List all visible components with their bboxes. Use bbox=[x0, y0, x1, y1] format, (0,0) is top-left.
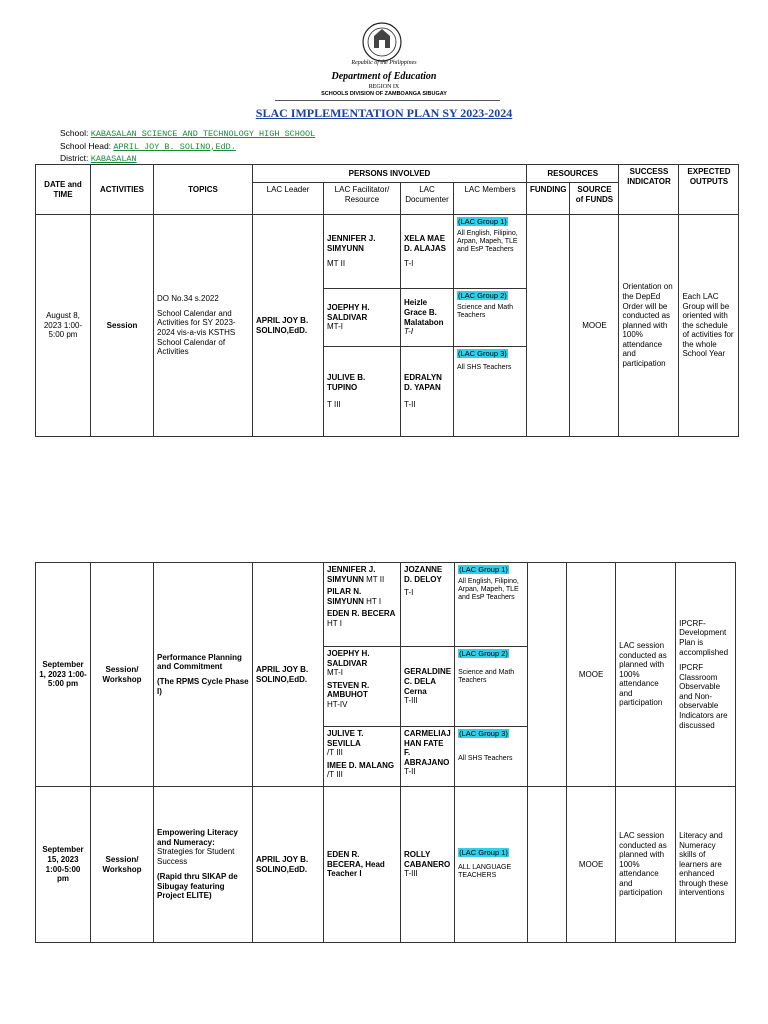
r1-g1-fac-name: JENNIFER J. SIMYUNN bbox=[327, 234, 376, 253]
r1-g3-facilitator bbox=[324, 347, 401, 437]
r1-g1-tag: (LAC Group 1) bbox=[458, 217, 507, 226]
r2-g1-members-text: All English, Filipino, Arpan, Mapeh, TLE and EsP Teachers bbox=[458, 577, 519, 602]
r1-g1-members bbox=[454, 215, 527, 289]
r1-leader: APRIL JOY B. SOLINO,EdD. bbox=[253, 215, 324, 437]
r1-g3-fac-name: JULIVE B. TUPINO bbox=[327, 373, 366, 392]
r1-g2-doc-name: Heizle Grace B. Malatabon bbox=[404, 298, 444, 327]
r1-g2-documenter bbox=[401, 289, 454, 347]
r1-g1-documenter bbox=[401, 215, 454, 289]
r3-topic-a: Empowering Literacy and Numeracy: bbox=[157, 827, 238, 847]
r2-output-a: IPCRF- Development Plan is accomplished bbox=[679, 618, 729, 657]
r2-g2-tag: (LAC Group 2) bbox=[459, 649, 508, 658]
r2-funding bbox=[528, 563, 567, 787]
col-funding: FUNDING bbox=[527, 183, 570, 215]
district-line bbox=[60, 153, 137, 164]
col-topics: TOPICS bbox=[154, 165, 253, 215]
col-documenter: LAC Documenter bbox=[401, 183, 454, 215]
r3-topic-b: Strategies for Student Success bbox=[157, 847, 235, 866]
r1-output: Each LAC Group will be oriented with the schedule of activities for the whole School Year bbox=[679, 215, 739, 437]
col-outputs: EXPECTED OUTPUTS bbox=[679, 165, 739, 215]
col-success: SUCCESS INDICATOR bbox=[619, 165, 679, 215]
r2-g2-doc-name: GERALDINE C. DELA Cerna bbox=[404, 667, 452, 696]
r1-g3-fac-pos: T III bbox=[327, 400, 341, 410]
head-line bbox=[60, 141, 236, 152]
r3-success: LAC session conducted as planned with 100% attendance and participation bbox=[616, 787, 676, 943]
r2-fac-7: IMEE D. MALANG /T III bbox=[327, 760, 395, 780]
school-label: School: bbox=[60, 128, 89, 138]
r1-g3-documenter bbox=[401, 347, 454, 437]
r3-leader: APRIL JOY B. SOLINO,EdD. bbox=[253, 787, 324, 943]
r3-documenter bbox=[401, 787, 455, 943]
header-divider bbox=[275, 100, 500, 101]
r1-g2-tag: (LAC Group 2) bbox=[458, 291, 507, 300]
plan-table-1 bbox=[35, 164, 739, 437]
r2-topic-b: (The RPMS Cycle Phase I) bbox=[157, 677, 249, 696]
r2-g3-members bbox=[455, 727, 528, 787]
col-date: DATE and TIME bbox=[36, 165, 91, 215]
r1-g2-members bbox=[454, 289, 527, 347]
r2-fac-3: EDEN R. BECERA HT I bbox=[327, 609, 396, 628]
r1-activity: Session bbox=[91, 215, 154, 437]
r1-g2-fac-name: JOEPHY H. SALDIVAR bbox=[327, 303, 370, 322]
r3-source: MOOE bbox=[567, 787, 616, 943]
r2-g2-doc-pos: T-III bbox=[404, 696, 418, 706]
r1-g3-doc-name: EDRALYN D. YAPAN bbox=[404, 373, 442, 392]
r2-g1-doc-pos: T-I bbox=[404, 588, 414, 598]
r2-fac-4: JOEPHY H. SALDIVAR MT-I bbox=[327, 649, 370, 678]
r2-g2-members bbox=[455, 647, 528, 727]
r2-g1-members bbox=[455, 563, 528, 647]
r2-g2-facilitators bbox=[324, 647, 401, 727]
r3-members bbox=[455, 787, 528, 943]
r2-topic-a: Performance Planning and Commitment bbox=[157, 652, 242, 672]
r2-date: September 1, 2023 1:00-5:00 pm bbox=[36, 563, 91, 787]
r2-g1-tag: (LAC Group 1) bbox=[459, 565, 508, 574]
republic-text: Republic of the Philippines bbox=[351, 60, 417, 66]
col-leader: LAC Leader bbox=[253, 183, 324, 215]
r3-tag: (LAC Group 1) bbox=[459, 848, 508, 858]
r2-g1-doc-name: JOZANNE D. DELOY bbox=[404, 565, 443, 584]
r3-members-text: ALL LANGUAGE TEACHERS bbox=[458, 863, 512, 880]
r1-g3-doc-pos: T-II bbox=[404, 400, 416, 410]
r1-source: MOOE bbox=[570, 215, 619, 437]
r3-topic bbox=[154, 787, 253, 943]
r2-g3-facilitators bbox=[324, 727, 401, 787]
col-members: LAC Members bbox=[454, 183, 527, 215]
r2-g2-documenter bbox=[401, 647, 455, 727]
r2-g3-documenter bbox=[401, 727, 455, 787]
r1-g3-members bbox=[454, 347, 527, 437]
r1-g1-doc-name: XELA MAE D. ALAJAS bbox=[404, 234, 446, 253]
r2-success: LAC session conducted as planned with 100% attendance and participation bbox=[616, 563, 676, 787]
r2-fac-6: JULIVE T. SEVILLA /T III bbox=[327, 729, 364, 758]
r2-g1-facilitators bbox=[324, 563, 401, 647]
region-text: REGION IX bbox=[368, 84, 400, 90]
department-title: Department of Education bbox=[331, 71, 437, 82]
r1-date: August 8, 2023 1:00-5:00 pm bbox=[36, 215, 91, 437]
r2-g3-members-text: All SHS Teachers bbox=[458, 754, 513, 762]
r1-funding bbox=[527, 215, 570, 437]
r2-g3-tag: (LAC Group 3) bbox=[459, 729, 508, 738]
plan-title: SLAC IMPLEMENTATION PLAN SY 2023-2024 bbox=[255, 106, 513, 120]
r1-g2-fac-pos: MT-I bbox=[327, 322, 343, 332]
head-label: School Head: bbox=[60, 141, 112, 151]
plan-table-2 bbox=[35, 562, 736, 943]
r3-activity: Session/ Workshop bbox=[91, 787, 154, 943]
col-persons: PERSONS INVOLVED bbox=[253, 165, 527, 183]
r3-doc-pos: T-III bbox=[404, 869, 418, 879]
r3-facilitator: EDEN R. BECERA, Head Teacher I bbox=[324, 787, 401, 943]
r2-g1-documenter bbox=[401, 563, 455, 647]
r2-fac-5: STEVEN R. AMBUHOT HT-IV bbox=[327, 680, 370, 709]
head-value: APRIL JOY B. SOLINO,EdD. bbox=[113, 142, 236, 152]
r2-fac-2: PILAR N. SIMYUNN HT I bbox=[327, 587, 382, 606]
r3-output: Literacy and Numeracy skills of learners are enhanced through these interventions bbox=[676, 787, 736, 943]
r1-g2-facilitator bbox=[324, 289, 401, 347]
r3-date: September 15, 2023 1:00-5:00 pm bbox=[36, 787, 91, 943]
r2-source: MOOE bbox=[567, 563, 616, 787]
r1-topic-b: School Calendar and Activities for SY 2023-2024 vis-a-vis KSTHS School Calendar of Activities bbox=[157, 308, 236, 357]
r2-output bbox=[676, 563, 736, 787]
r3-funding bbox=[528, 787, 567, 943]
school-value: KABASALAN SCIENCE AND TECHNOLOGY HIGH SCHOOL bbox=[90, 129, 316, 139]
col-facilitator: LAC Facilitator/ Resource bbox=[324, 183, 401, 215]
division-text: SCHOOLS DIVISION OF ZAMBOANGA SIBUGAY bbox=[321, 91, 447, 97]
r1-topic-a: DO No.34 s.2022 bbox=[157, 294, 219, 304]
r1-g2-doc-pos: T-I bbox=[404, 327, 414, 337]
r2-g2-members-text: Science and Math Teachers bbox=[458, 668, 515, 684]
district-label: District: bbox=[60, 153, 89, 163]
r1-g1-doc-pos: T-I bbox=[404, 259, 414, 269]
r1-g3-members-text: All SHS Teachers bbox=[457, 363, 512, 371]
r2-g3-doc-pos: T-II bbox=[404, 767, 416, 777]
r2-output-b: IPCRF Classroom Observable and Non-observable Indicators are discussed bbox=[679, 663, 728, 730]
school-line bbox=[60, 128, 315, 139]
r1-g3-tag: (LAC Group 3) bbox=[458, 349, 507, 358]
r2-g3-doc-name: CARMELIAJ HAN FATE F. ABRAJANO bbox=[404, 729, 451, 767]
r2-activity: Session/ Workshop bbox=[91, 563, 154, 787]
r1-g1-facilitator bbox=[324, 215, 401, 289]
r3-doc-name: ROLLY CABANERO bbox=[404, 850, 451, 869]
district-value: KABASALAN bbox=[90, 154, 137, 164]
r1-g1-fac-pos: MT II bbox=[327, 259, 346, 269]
r1-g1-members-text: All English, Filipino, Arpan, Mapeh, TLE and EsP Teachers bbox=[457, 229, 518, 254]
col-source: SOURCE of FUNDS bbox=[570, 183, 619, 215]
r1-topic bbox=[154, 215, 253, 437]
r2-leader: APRIL JOY B. SOLINO,EdD. bbox=[253, 563, 324, 787]
r1-success: Orientation on the DepEd Order will be conducted as planned with 100% attendance and participation bbox=[619, 215, 679, 437]
r2-topic bbox=[154, 563, 253, 787]
r2-fac-1: JENNIFER J. SIMYUNN MT II bbox=[327, 565, 385, 584]
r1-g2-members-text: Science and Math Teachers bbox=[457, 303, 514, 319]
col-activities: ACTIVITIES bbox=[91, 165, 154, 215]
r3-topic-c: (Rapid thru SIKAP de Sibugay featuring Project ELITE) bbox=[157, 872, 238, 901]
col-resources: RESOURCES bbox=[527, 165, 619, 183]
